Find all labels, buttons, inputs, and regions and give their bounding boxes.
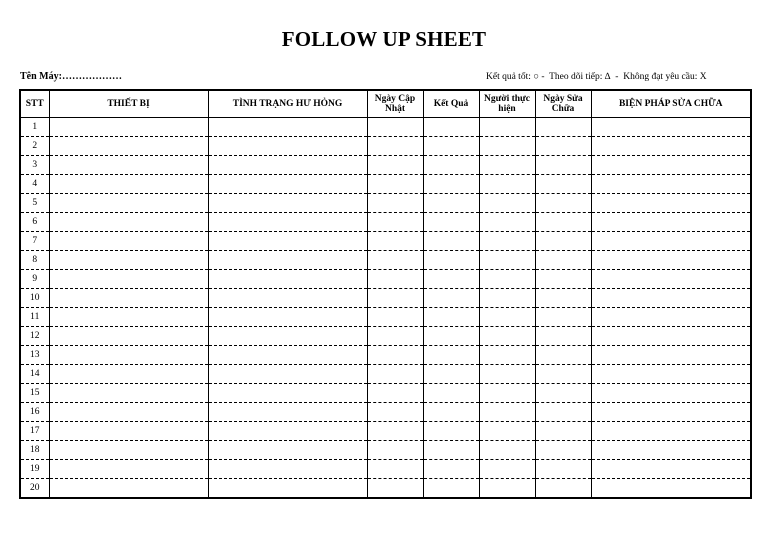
cell-damage[interactable] [208,213,367,232]
cell-repair-date[interactable] [535,460,591,479]
cell-device[interactable] [49,365,208,384]
cell-update-date[interactable] [367,213,423,232]
cell-repair-method[interactable] [591,118,751,137]
row-number: 1 [20,118,49,137]
header-performer: Người thực hiện [479,90,535,118]
cell-performer[interactable] [479,365,535,384]
cell-repair-method[interactable] [591,422,751,441]
row-number: 11 [20,308,49,327]
cell-result[interactable] [423,289,479,308]
cell-damage[interactable] [208,289,367,308]
cell-update-date[interactable] [367,384,423,403]
cell-damage[interactable] [208,441,367,460]
cell-result[interactable] [423,460,479,479]
cell-device[interactable] [49,479,208,499]
cell-result[interactable] [423,156,479,175]
cell-repair-method[interactable] [591,479,751,499]
cell-repair-method[interactable] [591,346,751,365]
cell-repair-date[interactable] [535,384,591,403]
table-row [20,156,751,175]
cell-result[interactable] [423,346,479,365]
cell-damage[interactable] [208,251,367,270]
cell-device[interactable] [49,194,208,213]
cell-result[interactable] [423,175,479,194]
cell-damage[interactable] [208,346,367,365]
cell-repair-method[interactable] [591,156,751,175]
cell-update-date[interactable] [367,308,423,327]
table-row [20,289,751,308]
cell-result[interactable] [423,194,479,213]
cell-update-date[interactable] [367,118,423,137]
cell-performer[interactable] [479,156,535,175]
cell-performer[interactable] [479,346,535,365]
cell-repair-date[interactable] [535,308,591,327]
row-number: 9 [20,270,49,289]
cell-repair-date[interactable] [535,422,591,441]
table-row [20,422,751,441]
cell-update-date[interactable] [367,251,423,270]
table-row [20,175,751,194]
cell-update-date[interactable] [367,460,423,479]
cell-performer[interactable] [479,384,535,403]
cell-result[interactable] [423,308,479,327]
cell-performer[interactable] [479,289,535,308]
cell-result[interactable] [423,365,479,384]
cell-device[interactable] [49,308,208,327]
table-row [20,118,751,137]
table-header-row [20,90,751,118]
cell-repair-method[interactable] [591,327,751,346]
cell-performer[interactable] [479,251,535,270]
cell-repair-method[interactable] [591,308,751,327]
cell-performer[interactable] [479,175,535,194]
cell-device[interactable] [49,118,208,137]
cell-device[interactable] [49,251,208,270]
cell-update-date[interactable] [367,289,423,308]
cell-damage[interactable] [208,232,367,251]
cell-update-date[interactable] [367,441,423,460]
cell-repair-method[interactable] [591,460,751,479]
cell-performer[interactable] [479,327,535,346]
cell-device[interactable] [49,175,208,194]
cell-device[interactable] [49,327,208,346]
cell-update-date[interactable] [367,270,423,289]
cell-update-date[interactable] [367,479,423,499]
cell-performer[interactable] [479,479,535,499]
cell-repair-method[interactable] [591,384,751,403]
table-row [20,479,751,499]
cell-repair-date[interactable] [535,327,591,346]
cell-update-date[interactable] [367,365,423,384]
cell-repair-date[interactable] [535,479,591,499]
header-damage-status: TÌNH TRẠNG HƯ HỎNG [208,90,367,118]
cell-update-date[interactable] [367,327,423,346]
cell-result[interactable] [423,422,479,441]
cell-device[interactable] [49,270,208,289]
cell-device[interactable] [49,441,208,460]
header-repair-method: BIỆN PHÁP SỬA CHỮA [591,90,751,118]
cell-damage[interactable] [208,308,367,327]
cell-result[interactable] [423,232,479,251]
cell-result[interactable] [423,384,479,403]
cell-performer[interactable] [479,194,535,213]
row-number: 8 [20,251,49,270]
cell-result[interactable] [423,118,479,137]
cell-repair-date[interactable] [535,251,591,270]
cell-repair-date[interactable] [535,118,591,137]
cell-damage[interactable] [208,384,367,403]
header-result: Kết Quả [423,90,479,118]
row-number: 6 [20,213,49,232]
table-row [20,346,751,365]
cell-repair-date[interactable] [535,289,591,308]
cell-damage[interactable] [208,118,367,137]
cell-performer[interactable] [479,403,535,422]
table-row [20,441,751,460]
cell-device[interactable] [49,460,208,479]
cell-performer[interactable] [479,213,535,232]
row-number: 15 [20,384,49,403]
cell-repair-date[interactable] [535,213,591,232]
cell-update-date[interactable] [367,422,423,441]
cell-update-date[interactable] [367,403,423,422]
cell-repair-date[interactable] [535,403,591,422]
cell-performer[interactable] [479,118,535,137]
table-row [20,384,751,403]
cell-performer[interactable] [479,308,535,327]
row-number: 13 [20,346,49,365]
table-row [20,365,751,384]
row-number: 16 [20,403,49,422]
row-number: 19 [20,460,49,479]
cell-repair-method[interactable] [591,441,751,460]
table-row [20,270,751,289]
cell-performer[interactable] [479,270,535,289]
cell-device[interactable] [49,403,208,422]
cell-damage[interactable] [208,194,367,213]
cell-device[interactable] [49,232,208,251]
row-number: 17 [20,422,49,441]
cell-result[interactable] [423,403,479,422]
cell-damage[interactable] [208,479,367,499]
cell-device[interactable] [49,384,208,403]
header-stt: STT [20,90,49,118]
cell-update-date[interactable] [367,175,423,194]
row-number: 5 [20,194,49,213]
cell-damage[interactable] [208,175,367,194]
table-row [20,232,751,251]
cell-result[interactable] [423,251,479,270]
cell-damage[interactable] [208,422,367,441]
row-number: 3 [20,156,49,175]
cell-repair-date[interactable] [535,175,591,194]
cell-repair-date[interactable] [535,137,591,156]
table-row [20,308,751,327]
cell-device[interactable] [49,137,208,156]
cell-device[interactable] [49,289,208,308]
cell-update-date[interactable] [367,156,423,175]
table-row [20,327,751,346]
table-row [20,251,751,270]
machine-name-label: Tên Máy:……………… [20,71,122,82]
cell-device[interactable] [49,346,208,365]
cell-update-date[interactable] [367,232,423,251]
table-row [20,213,751,232]
cell-damage[interactable] [208,137,367,156]
cell-performer[interactable] [479,460,535,479]
cell-repair-date[interactable] [535,270,591,289]
page-title: FOLLOW UP SHEET [281,27,487,51]
row-number: 14 [20,365,49,384]
cell-repair-date[interactable] [535,156,591,175]
cell-performer[interactable] [479,232,535,251]
table-row [20,403,751,422]
cell-device[interactable] [49,156,208,175]
cell-performer[interactable] [479,441,535,460]
cell-device[interactable] [49,422,208,441]
cell-repair-method[interactable] [591,365,751,384]
cell-damage[interactable] [208,460,367,479]
cell-repair-method[interactable] [591,175,751,194]
cell-repair-date[interactable] [535,232,591,251]
cell-damage[interactable] [208,365,367,384]
header-device: THIẾT BỊ [49,90,208,118]
table-row [20,194,751,213]
cell-repair-date[interactable] [535,441,591,460]
cell-result[interactable] [423,270,479,289]
row-number: 7 [20,232,49,251]
cell-device[interactable] [49,213,208,232]
row-number: 12 [20,327,49,346]
row-number: 20 [20,479,49,499]
cell-update-date[interactable] [367,194,423,213]
cell-repair-method[interactable] [591,194,751,213]
cell-result[interactable] [423,327,479,346]
cell-result[interactable] [423,213,479,232]
follow-up-table [19,89,752,499]
row-number: 4 [20,175,49,194]
table-row [20,137,751,156]
cell-repair-method[interactable] [591,137,751,156]
cell-repair-method[interactable] [591,251,751,270]
cell-performer[interactable] [479,422,535,441]
cell-result[interactable] [423,137,479,156]
cell-repair-method[interactable] [591,403,751,422]
cell-damage[interactable] [208,156,367,175]
cell-performer[interactable] [479,137,535,156]
cell-repair-date[interactable] [535,346,591,365]
cell-repair-method[interactable] [591,270,751,289]
row-number: 2 [20,137,49,156]
table-body [20,118,751,499]
cell-damage[interactable] [208,270,367,289]
row-number: 10 [20,289,49,308]
table-row [20,460,751,479]
cell-damage[interactable] [208,327,367,346]
result-legend: Kết quả tốt: ○ - Theo dõi tiếp: ∆ - Không đạt yêu cầu: X [486,72,707,82]
cell-repair-method[interactable] [591,289,751,308]
cell-result[interactable] [423,441,479,460]
cell-repair-method[interactable] [591,213,751,232]
cell-result[interactable] [423,479,479,499]
row-number: 18 [20,441,49,460]
cell-damage[interactable] [208,403,367,422]
cell-update-date[interactable] [367,346,423,365]
cell-repair-date[interactable] [535,194,591,213]
header-update-date: Ngày Cập Nhật [367,90,423,118]
cell-repair-date[interactable] [535,365,591,384]
cell-update-date[interactable] [367,137,423,156]
header-repair-date: Ngày Sửa Chữa [535,90,591,118]
cell-repair-method[interactable] [591,232,751,251]
